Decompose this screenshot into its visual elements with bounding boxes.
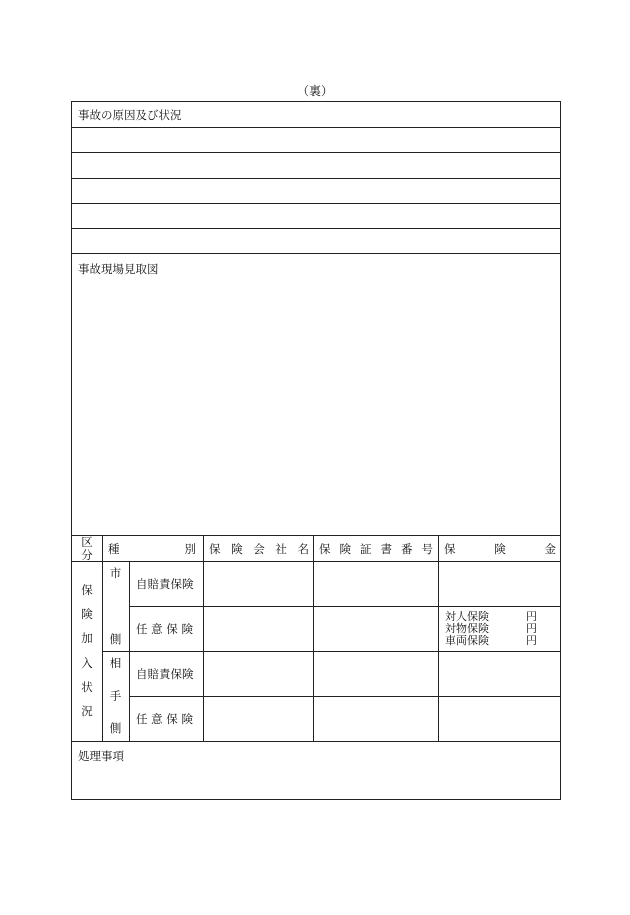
certificate-city-compulsory[interactable] (314, 562, 438, 606)
amount-city-compulsory[interactable] (439, 562, 560, 606)
header-company: 保 険 会 社 名 (209, 541, 309, 556)
processing-label: 処理事項 (78, 749, 124, 763)
certificate-other-compulsory[interactable] (314, 652, 438, 696)
type-city-compulsory: 自賠責保険 (136, 577, 194, 591)
amount-city-voluntary[interactable] (445, 608, 560, 650)
header-division: 区 分 (81, 534, 93, 562)
divider (72, 253, 560, 254)
header-certificate: 保 険 証 書 番 号 (319, 541, 433, 556)
type-other-voluntary: 任 意 保 険 (136, 712, 193, 726)
company-city-voluntary[interactable] (204, 607, 313, 651)
type-city-voluntary: 任 意 保 険 (136, 622, 193, 636)
divider (72, 741, 560, 742)
cause-label: 事故の原因及び状況 (78, 108, 182, 122)
amount-other-compulsory[interactable] (439, 652, 560, 696)
header-amount: 保 険 金 (444, 541, 556, 556)
processing-field[interactable] (72, 766, 560, 798)
company-city-compulsory[interactable] (204, 562, 313, 606)
certificate-city-voluntary[interactable] (314, 607, 438, 651)
accident-report-form-back (71, 101, 561, 800)
company-other-compulsory[interactable] (204, 652, 313, 696)
company-other-voluntary[interactable] (204, 697, 313, 741)
cause-line-4[interactable] (72, 204, 560, 228)
amount-other-voluntary[interactable] (439, 697, 560, 741)
city-side-label: 市 側 (109, 566, 122, 646)
insurance-status-label: 保 険 加 入 状 況 (81, 583, 93, 718)
map-label: 事故現場見取図 (78, 262, 159, 276)
cause-line-5[interactable] (72, 229, 560, 253)
amount-line-vehicle: 車両保険 円 (445, 634, 537, 647)
cause-line-3[interactable] (72, 179, 560, 203)
header-type: 種 別 (108, 541, 196, 556)
page-caption: （裏） (296, 84, 333, 98)
certificate-other-voluntary[interactable] (314, 697, 438, 741)
cause-line-1[interactable] (72, 128, 560, 152)
other-side-label: 相 手 側 (109, 656, 122, 735)
cause-line-2[interactable] (72, 153, 560, 177)
type-other-compulsory: 自賠責保険 (136, 667, 194, 681)
amount-line-property: 対物保険 円 (445, 622, 537, 635)
amount-line-personal: 対人保険 円 (445, 610, 537, 623)
